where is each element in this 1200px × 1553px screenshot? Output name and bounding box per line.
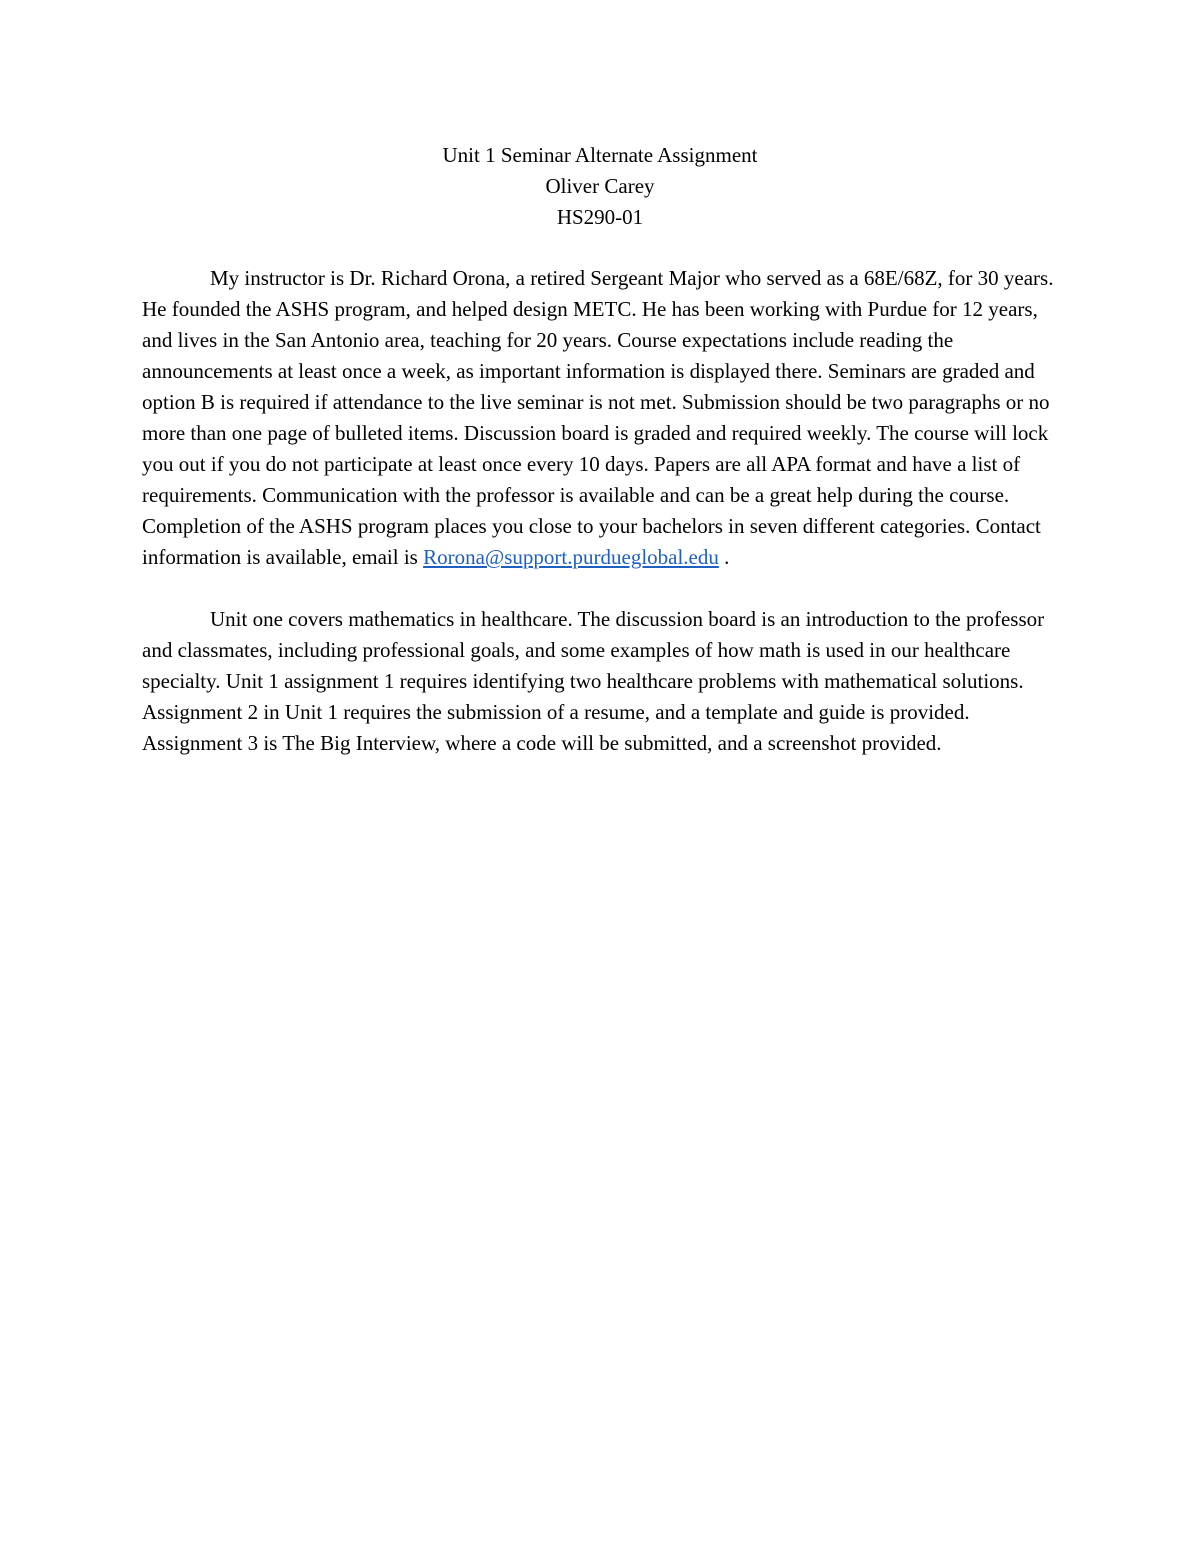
document-body [142, 263, 1062, 759]
document-header [0, 140, 1200, 233]
paragraph-1-text: My instructor is Dr. Richard Orona, a retired Sergeant Major who served as a 68E/68Z, for 30 years. He founded the ASHS program, and helped design METC. He has been working with Purdue for 12 years, and lives in the San Antonio area, teaching for 20 years. Course expectations include reading the announcements at least once a week, as important information is displayed there. Seminars are graded and option B is required if attendance to the live seminar is not met. Submission should be two paragraphs or no more than one page of bulleted items. Discussion board is graded and required weekly. The course will lock you out if you do not participate at least once every 10 days. Papers are all APA format and have a list of requirements. Communication with the professor is available and can be a great help during the course. Completion of the ASHS program places you close to your bachelors in seven different categories. Contact information is available, email is [142, 266, 1054, 569]
paragraph-instructor-info [142, 263, 1062, 573]
paragraph-1-end: . [718, 545, 730, 569]
paragraph-unit-one-overview: Unit one covers mathematics in healthcare. The discussion board is an introduction to the professor and classmates, including professional goals, and some examples of how math is used in our healthcare specialty. Unit 1 assignment 1 requires identifying two healthcare problems with mathematical solutions. Assignment 2 in Unit 1 requires the submission of a resume, and a template and guide is provided. Assignment 3 is The Big Interview, where a code will be submitted, and a screenshot provided. [142, 607, 1045, 755]
author-name: Oliver Carey [545, 174, 655, 198]
document-title: Unit 1 Seminar Alternate Assignment [442, 143, 758, 167]
course-code: HS290-01 [556, 205, 644, 229]
instructor-email-link[interactable]: Rorona@support.purdueglobal.edu [423, 545, 719, 569]
